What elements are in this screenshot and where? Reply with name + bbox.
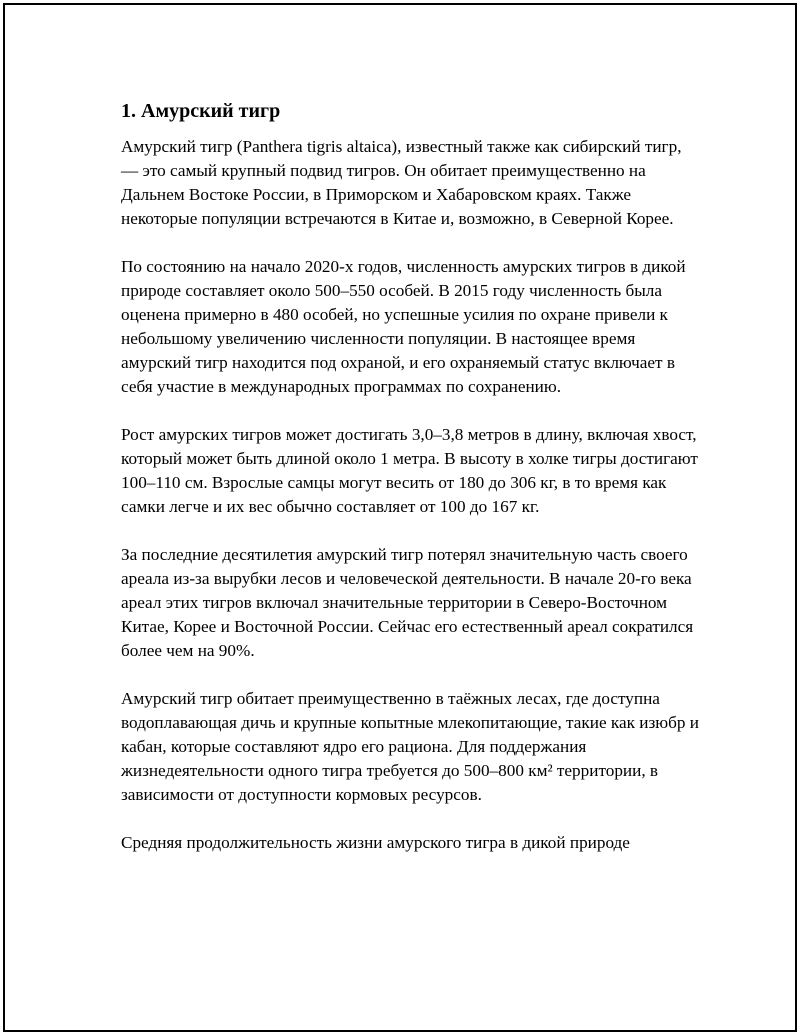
section-heading: 1. Амурский тигр [121, 100, 281, 122]
paragraph-lifespan: Средняя продолжительность жизни амурского тигра в дикой природе [121, 833, 630, 852]
paragraph-population: По состоянию на начало 2020-х годов, численность амурских тигров в дикой природе составляет около 500–550 особей. В 2015 году численность была оценена примерно в 480 особей, но успешные усилия по охране привели к небольшому увеличению численности популяции. В настоящее время амурский тигр находится под охраной, и его охраняемый статус включает в себя участие в международных программах по сохранению. [121, 257, 686, 396]
paragraph-habitat-loss: За последние десятилетия амурский тигр потерял значительную часть своего ареала из-за вырубки лесов и человеческой деятельности. В начале 20-го века ареал этих тигров включал значительные территории в Северо-Восточном Китае, Корее и Восточной России. Сейчас его естественный ареал сократился более чем на 90%. [121, 545, 694, 660]
paragraph-range: Амурский тигр (Panthera tigris altaica), известный также как сибирский тигр, — это самый крупный подвид тигров. Он обитает преимущественно на Дальнем Востоке России, в Приморском и Хабаровском краях. Также некоторые популяции встречаются в Китае и, возможно, в Северной Корее. [121, 137, 682, 228]
paragraph-size: Рост амурских тигров может достигать 3,0–3,8 метров в длину, включая хвост, который может быть длиной около 1 метра. В высоту в холке тигры достигают 100–110 см. Взрослые самцы могут весить от 180 до 306 кг, в то время как самки легче и их вес обычно составляет от 100 до 167 кг. [121, 425, 698, 516]
document-content [121, 97, 701, 879]
paragraph-habitat: Амурский тигр обитает преимущественно в таёжных лесах, где доступна водоплавающая дичь и крупные копытные млекопитающие, такие как изюбр и кабан, которые составляют ядро его рациона. Для поддержания жизнедеятельности одного тигра требуется до 500–800 км² территории, в зависимости от доступности кормовых ресурсов. [121, 689, 699, 804]
document-page [3, 3, 797, 1032]
